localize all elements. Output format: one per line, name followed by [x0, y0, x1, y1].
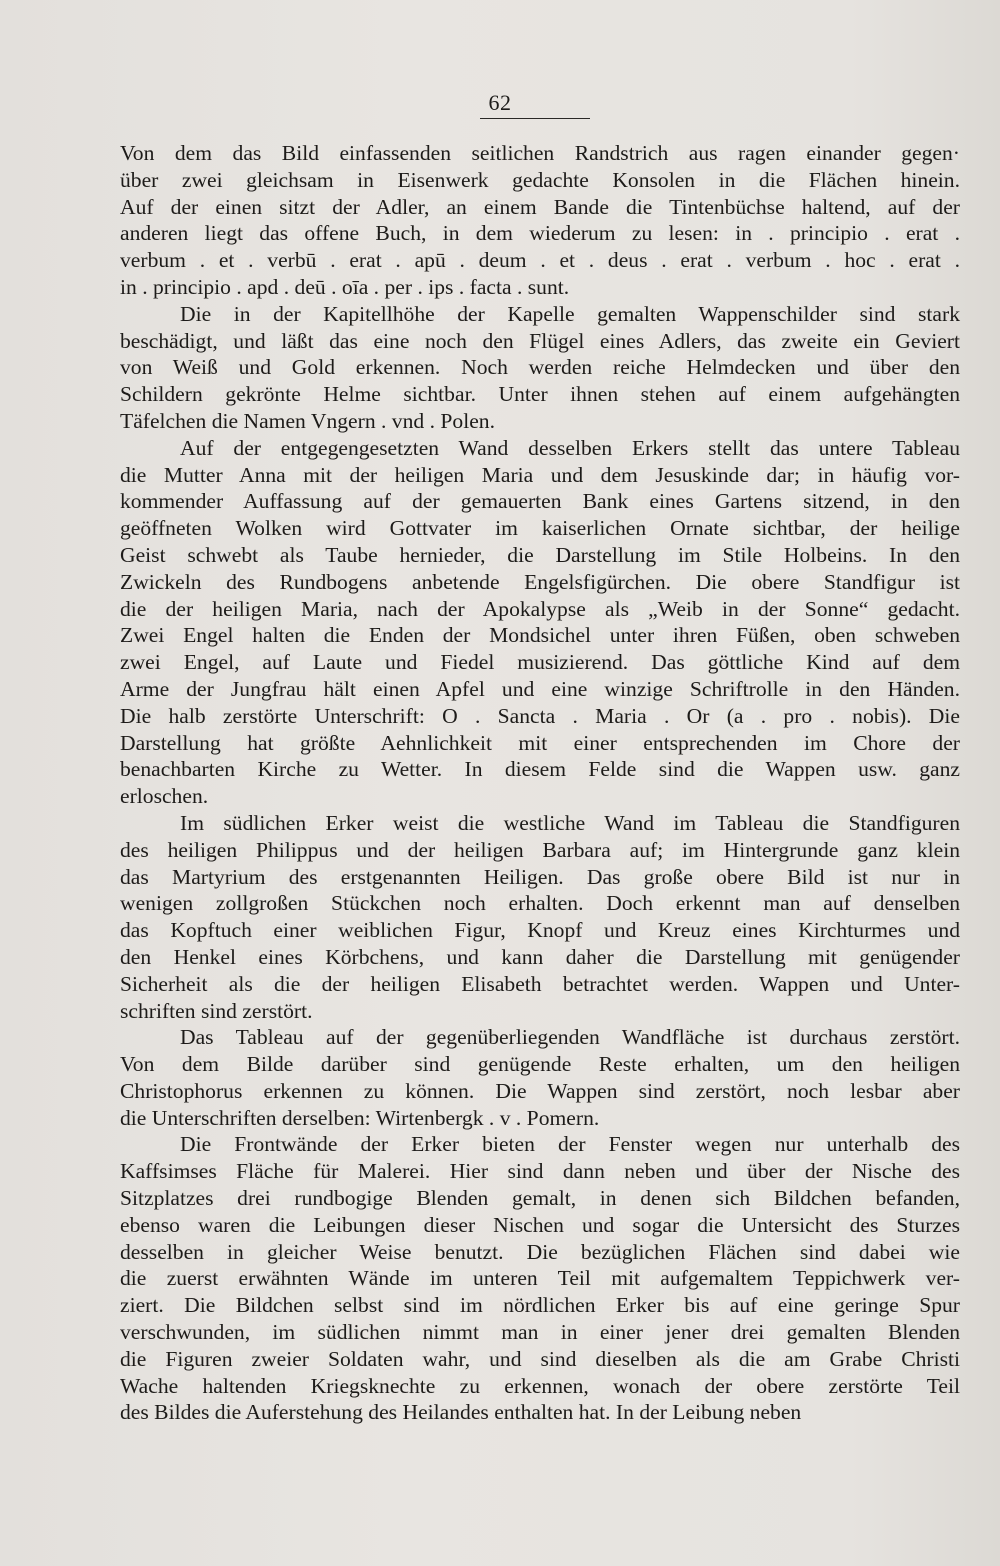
text-line: Wache haltenden Kriegsknechte zu erkennen, wonach der obere zerstörte Teil — [120, 1373, 960, 1398]
text-line: Die halb zerstörte Unterschrift: O . Sancta . Maria . Or (a . pro . nobis). Die — [120, 703, 960, 728]
text-line: verschwunden, im südlichen nimmt man in einer jener drei gemalten Blenden — [120, 1320, 960, 1345]
paragraph — [120, 435, 960, 810]
paragraph — [120, 810, 960, 1024]
text-line: Die Frontwände der Erker bieten der Fenster wegen nur unterhalb des — [180, 1132, 960, 1157]
text-line: von Weiß und Gold erkennen. Noch werden reiche Helmdecken und über den — [120, 355, 960, 380]
paragraph — [120, 1131, 960, 1426]
text-line: des heiligen Philippus und der heiligen Barbara auf; im Hintergrunde ganz klein — [120, 837, 960, 862]
text-line: wenigen zollgroßen Stückchen noch erhalten. Doch erkennt man auf denselben — [120, 891, 960, 916]
text-line: Zwickeln des Rundbogens anbetende Engelsfigürchen. Die obere Standfigur ist — [120, 569, 960, 594]
text-line: beschädigt, und läßt das eine noch den Flügel eines Adlers, das zweite ein Geviert — [120, 328, 960, 353]
text-line: Auf der einen sitzt der Adler, an einem Bande die Tintenbüchse haltend, auf der — [120, 194, 960, 219]
text-line: verbum . et . verbū . erat . apū . deum . et . deus . erat . verbum . hoc . erat . — [120, 248, 960, 273]
text-line: in . principio . apd . deū . oīa . per . ips . facta . sunt. — [120, 274, 570, 299]
text-line: ebenso waren die Leibungen dieser Nischen und sogar die Untersicht des Sturzes — [120, 1212, 960, 1237]
paragraph — [120, 1024, 960, 1131]
text-line: Die in der Kapitellhöhe der Kapelle gemalten Wappenschilder sind stark — [180, 301, 960, 326]
text-line: Das Tableau auf der gegenüberliegenden Wandfläche ist durchaus zerstört. — [180, 1025, 960, 1050]
text-line: Von dem Bilde darüber sind genügende Reste erhalten, um den heiligen — [120, 1052, 960, 1077]
text-line: Christophorus erkennen zu können. Die Wappen sind zerstört, noch lesbar aber — [120, 1078, 960, 1103]
text-line: erloschen. — [120, 784, 209, 809]
paragraph — [120, 301, 960, 435]
text-line: kommender Auffassung auf der gemauerten Bank eines Gartens sitzend, in den — [120, 489, 960, 514]
text-line: das Martyrium des erstgenannten Heiligen. Das große obere Bild ist nur in — [120, 864, 960, 889]
text-line: Zwei Engel halten die Enden der Mondsichel unter ihren Füßen, oben schweben — [120, 623, 960, 648]
text-line: die Figuren zweier Soldaten wahr, und sind dieselben als die am Grabe Christi — [120, 1346, 960, 1371]
text-line: Geist schwebt als Taube hernieder, die Darstellung im Stile Holbeins. In den — [120, 542, 960, 567]
text-line: Täfelchen die Namen Vngern . vnd . Polen. — [120, 408, 495, 433]
text-line: die Unterschriften derselben: Wirtenbergk . v . Pomern. — [120, 1105, 600, 1130]
text-line: die Mutter Anna mit der heiligen Maria und dem Jesuskinde dar; in häufig vor- — [120, 462, 960, 487]
text-line: über zwei gleichsam in Eisenwerk gedachte Konsolen in die Flächen hinein. — [120, 167, 960, 192]
text-line: das Kopftuch einer weiblichen Figur, Knopf und Kreuz eines Kirchturmes und — [120, 918, 960, 943]
text-line: Arme der Jungfrau hält einen Apfel und eine winzige Schriftrolle in den Händen. — [120, 676, 960, 701]
text-line: ziert. Die Bildchen selbst sind im nördlichen Erker bis auf eine geringe Spur — [120, 1293, 960, 1318]
text-line: geöffneten Wolken wird Gottvater im kaiserlichen Ornate sichtbar, der heilige — [120, 516, 960, 541]
page-number: 62 — [488, 90, 512, 115]
text-line: Im südlichen Erker weist die westliche Wand im Tableau die Standfiguren — [180, 810, 960, 835]
text-line: Sitzplatzes drei rundbogige Blenden gemalt, in denen sich Bildchen befanden, — [120, 1186, 960, 1211]
paragraph — [120, 140, 960, 301]
text-line: benachbarten Kirche zu Wetter. In diesem Felde sind die Wappen usw. ganz — [120, 757, 960, 782]
text-line: den Henkel eines Körbchens, und kann daher die Darstellung mit genügender — [120, 944, 960, 969]
text-line: Sicherheit als die der heiligen Elisabeth betrachtet werden. Wappen und Unter- — [120, 971, 960, 996]
text-line: die der heiligen Maria, nach der Apokalypse als „Weib in der Sonne“ gedacht. — [120, 596, 960, 621]
text-line: schriften sind zerstört. — [120, 998, 313, 1023]
text-line: Schildern gekrönte Helme sichtbar. Unter ihnen stehen auf einem aufgehängten — [120, 382, 960, 407]
text-line: die zuerst erwähnten Wände im unteren Teil mit aufgemaltem Teppichwerk ver- — [120, 1266, 960, 1291]
text-line: Von dem das Bild einfassenden seitlichen Randstrich aus ragen einander gegen· — [120, 141, 960, 165]
page-number-rule — [480, 118, 590, 119]
text-line: Auf der entgegengesetzten Wand desselben Erkers stellt das untere Tableau — [180, 435, 960, 460]
text-line: zwei Engel, auf Laute und Fiedel musizierend. Das göttliche Kind auf dem — [120, 650, 960, 675]
text-line: Kaffsimses Fläche für Malerei. Hier sind dann neben und über der Nische des — [120, 1159, 960, 1184]
body-text — [120, 140, 960, 1426]
text-line: anderen liegt das offene Buch, in dem wiederum zu lesen: in . principio . erat . — [120, 221, 960, 246]
text-line: Darstellung hat größte Aehnlichkeit mit einer entsprechenden im Chore der — [120, 730, 960, 755]
text-line: des Bildes die Auferstehung des Heilandes enthalten hat. In der Leibung neben — [120, 1400, 802, 1425]
text-line: desselben in gleicher Weise benutzt. Die bezüglichen Flächen sind dabei wie — [120, 1239, 960, 1264]
